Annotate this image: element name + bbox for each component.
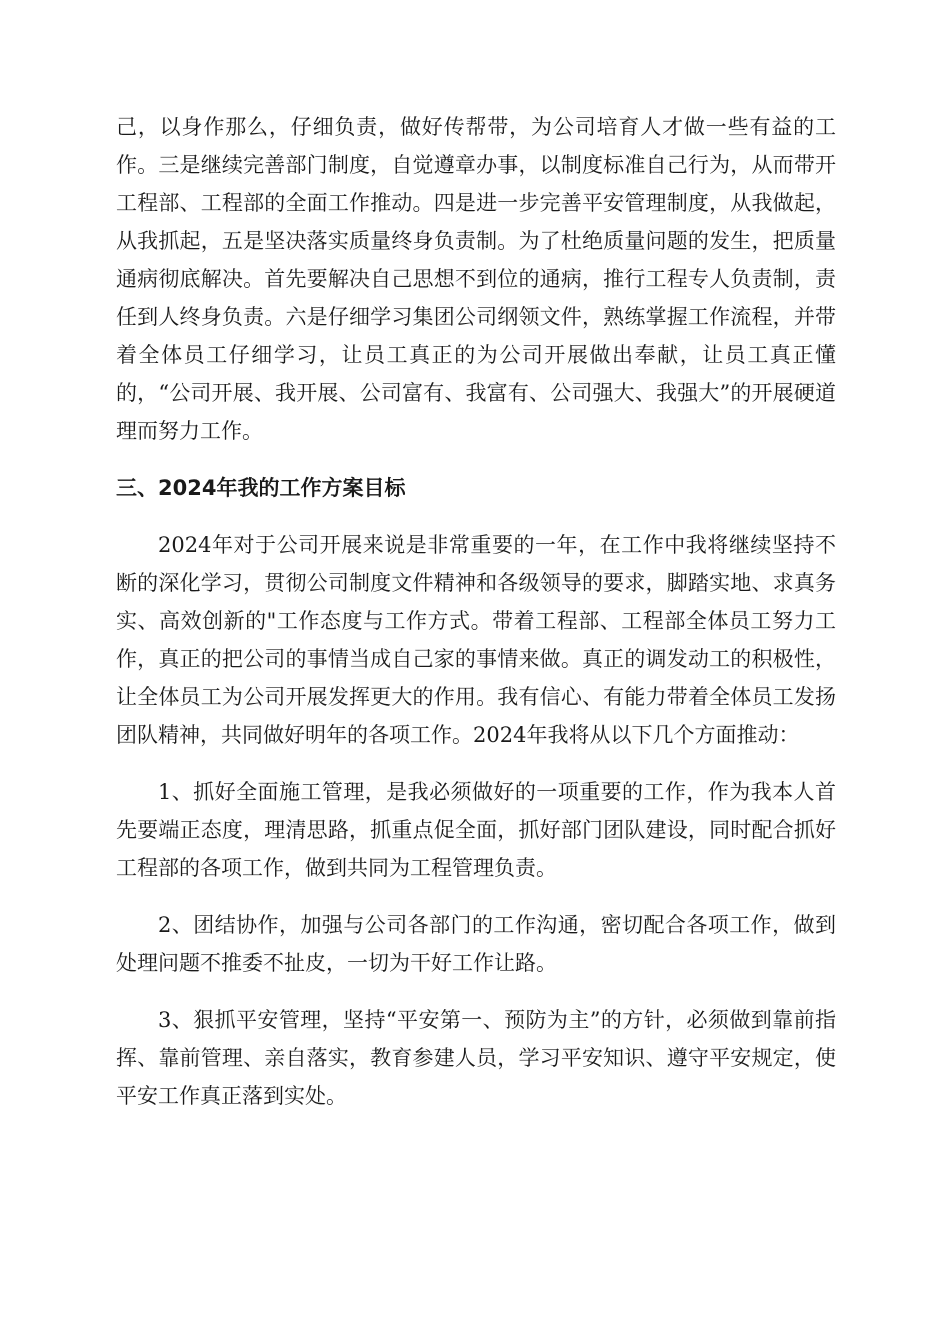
list-item-3: 3、狠抓平安管理，坚持“平安第一、预防为主”的方针，必须做到靠前指挥、靠前管理、亲自落实，教育参建人员，学习平安知识、遵守平安规定，使平安工作真正落到实处。 xyxy=(116,1008,836,1108)
document-body xyxy=(116,108,836,1134)
paragraph-continuation: 己，以身作那么，仔细负责，做好传帮带，为公司培育人才做一些有益的工作。三是继续完善部门制度，自觉遵章办事，以制度标准自己行为，从而带开工程部、工程部的全面工作推动。四是进一步完善平安管理制度，从我做起，从我抓起，五是坚决落实质量终身负责制。为了杜绝质量问题的发生，把质量通病彻底解决。首先要解决自己思想不到位的通病，推行工程专人负责制，责任到人终身负责。六是仔细学习集团公司纲领文件，熟练掌握工作流程，并带着全体员工仔细学习，让员工真正的为公司开展做出奉献，让员工真正懂的，“公司开展、我开展、公司富有、我富有、公司强大、我强大”的开展硬道理而努力工作。 xyxy=(116,115,836,443)
section-heading: 三、2024年我的工作方案目标 xyxy=(116,476,406,500)
paragraph-intro: 2024年对于公司开展来说是非常重要的一年，在工作中我将继续坚持不断的深化学习，贯彻公司制度文件精神和各级领导的要求，脚踏实地、求真务实、高效创新的"工作态度与工作方式。带着工程部、工程部全体员工努力工作，真正的把公司的事情当成自己家的事情来做。真正的调发动工的积极性，让全体员工为公司开展发挥更大的作用。我有信心、有能力带着全体员工发扬团队精神，共同做好明年的各项工作。2024年我将从以下几个方面推动： xyxy=(116,533,836,747)
list-item-1: 1、抓好全面施工管理，是我必须做好的一项重要的工作，作为我本人首先要端正态度，理清思路，抓重点促全面，抓好部门团队建设，同时配合抓好工程部的各项工作，做到共同为工程管理负责。 xyxy=(116,780,836,880)
list-item-2: 2、团结协作，加强与公司各部门的工作沟通，密切配合各项工作，做到处理问题不推委不扯皮，一切为干好工作让路。 xyxy=(116,913,836,975)
